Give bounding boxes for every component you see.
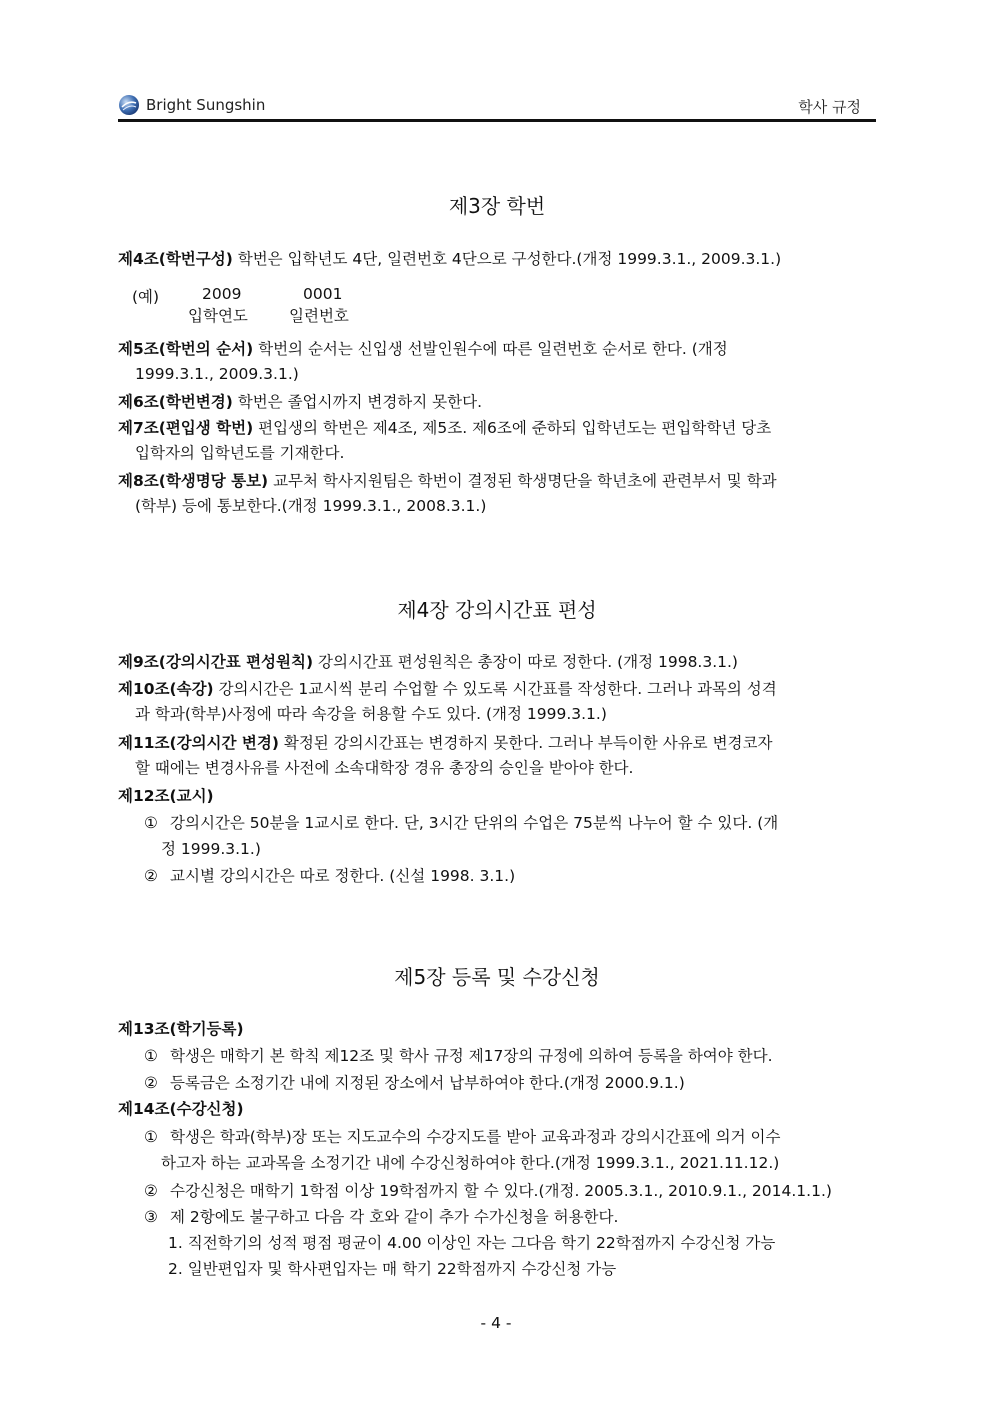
- page-number: - 4 -: [480, 1314, 512, 1332]
- article-heading: 제5조(학번의 순서): [118, 340, 254, 358]
- article: [118, 677, 874, 727]
- article-text: 과 학과(학부)사정에 따라 속강을 허용할 수도 있다. (개정 1999.3.1.): [135, 705, 607, 723]
- list-item: [144, 1070, 874, 1096]
- example-serial: 0001: [303, 285, 343, 303]
- article-heading: 제6조(학번변경): [118, 393, 233, 411]
- header-section: 학사 규정: [798, 98, 861, 116]
- article-heading: 제11조(강의시간 변경): [118, 734, 279, 752]
- article-text: (학부) 등에 통보한다.(개정 1999.3.1., 2008.3.1.): [135, 497, 487, 515]
- sub-item: 1. 직전학기의 성적 평점 평균이 4.00 이상인 자는 그다음 학기 22학점까지 수강신청 가능: [168, 1234, 776, 1252]
- article-text: 1999.3.1., 2009.3.1.): [135, 365, 299, 383]
- article-heading: 제10조(속강): [118, 680, 214, 698]
- article-text: 학번은 졸업시까지 변경하지 못한다.: [232, 393, 483, 411]
- article-heading: 제4조(학번구성): [118, 250, 233, 268]
- item-number: ②: [144, 867, 158, 885]
- article: [118, 469, 874, 519]
- article-text: 학번의 순서는 신입생 선발인원수에 따른 일련번호 순서로 한다. (개정: [253, 340, 728, 358]
- item-text: 강의시간은 50분을 1교시로 한다. 단, 3시간 단위의 수업은 75분씩 나누어 할 수 있다. (개: [170, 814, 779, 832]
- article: [118, 390, 874, 415]
- article-heading: 제8조(학생명당 통보): [118, 472, 269, 490]
- article-text: 강의시간표 편성원칙은 총장이 따로 정한다. (개정 1998.3.1.): [313, 653, 738, 671]
- article-text: 학번은 입학년도 4단, 일련번호 4단으로 구성한다.(개정 1999.3.1., 2009.3.1.): [232, 250, 782, 268]
- chapter-title: 제4장 강의시간표 편성: [397, 598, 597, 622]
- article-text: 강의시간은 1교시씩 분리 수업할 수 있도록 시간표를 작성한다. 그러나 과목의 성격: [213, 680, 777, 698]
- list-item: [144, 1178, 874, 1204]
- item-number: ①: [144, 1128, 158, 1146]
- chapter-title: 제3장 학번: [448, 194, 546, 218]
- item-text: 학생은 매학기 본 학칙 제12조 및 학사 규정 제17장의 규정에 의하여 등록을 하여야 한다.: [170, 1047, 773, 1065]
- article-text: 확정된 강의시간표는 변경하지 못한다. 그러나 부득이한 사유로 변경코자: [278, 734, 773, 752]
- article: [118, 650, 874, 675]
- header-divider: [118, 119, 876, 122]
- item-text: 교시별 강의시간은 따로 정한다. (신설 1998. 3.1.): [170, 867, 516, 885]
- article-text: 편입생의 학번은 제4조, 제5조. 제6조에 준하되 입학년도는 편입학학년 당초: [253, 419, 772, 437]
- list-item: [144, 1124, 874, 1176]
- article-heading: 제13조(학기등록): [118, 1020, 244, 1038]
- list-item: [144, 1204, 874, 1230]
- item-text: 제 2항에도 불구하고 다음 각 호와 같이 추가 수가신청을 허용한다.: [170, 1208, 619, 1226]
- article-heading: 제14조(수강신청): [118, 1100, 244, 1118]
- list-item: [144, 810, 874, 862]
- article: [118, 416, 874, 466]
- list-item: [144, 1043, 874, 1069]
- item-text: 정 1999.3.1.): [161, 840, 261, 858]
- item-text: 등록금은 소정기간 내에 지정된 장소에서 납부하여야 한다.(개정 2000.9.1.): [170, 1074, 685, 1092]
- example-year: 2009: [202, 285, 242, 303]
- article-heading: 제12조(교시): [118, 787, 214, 805]
- article-heading: 제9조(강의시간표 편성원칙): [118, 653, 314, 671]
- item-number: ③: [144, 1208, 158, 1226]
- article: [118, 784, 874, 809]
- example-label: (예): [132, 288, 160, 306]
- article: [118, 337, 874, 387]
- article: [118, 247, 874, 272]
- article: [118, 1017, 874, 1042]
- item-number: ①: [144, 814, 158, 832]
- list-item: [144, 863, 874, 889]
- item-text: 하고자 하는 교과목을 소정기간 내에 수강신청하여야 한다.(개정 1999.3.1., 2021.11.12.): [161, 1154, 780, 1172]
- article-text: 교무처 학사지원팀은 학번이 결정된 학생명단을 학년초에 관련부서 및 학과: [268, 472, 777, 490]
- article-heading: 제7조(편입생 학번): [118, 419, 254, 437]
- example-serial-label: 일련번호: [289, 307, 349, 325]
- article-text: 입학자의 입학년도를 기재한다.: [135, 444, 345, 462]
- example-year-label: 입학연도: [188, 307, 248, 325]
- chapter-title: 제5장 등록 및 수강신청: [394, 965, 600, 989]
- article-text: 할 때에는 변경사유를 사전에 소속대학장 경유 총장의 승인을 받아야 한다.: [135, 759, 634, 777]
- logo-icon: [118, 94, 140, 116]
- item-text: 수강신청은 매학기 1학점 이상 19학점까지 할 수 있다.(개정. 2005.3.1., 2010.9.1., 2014.1.1.): [170, 1182, 832, 1200]
- item-number: ①: [144, 1047, 158, 1065]
- logo-text: Bright Sungshin: [146, 96, 266, 114]
- article: [118, 1097, 874, 1122]
- sub-item: 2. 일반편입자 및 학사편입자는 매 학기 22학점까지 수강신청 가능: [168, 1260, 617, 1278]
- item-number: ②: [144, 1182, 158, 1200]
- item-text: 학생은 학과(학부)장 또는 지도교수의 수강지도를 받아 교육과정과 강의시간표에 의거 이수: [170, 1128, 781, 1146]
- article: [118, 731, 874, 781]
- item-number: ②: [144, 1074, 158, 1092]
